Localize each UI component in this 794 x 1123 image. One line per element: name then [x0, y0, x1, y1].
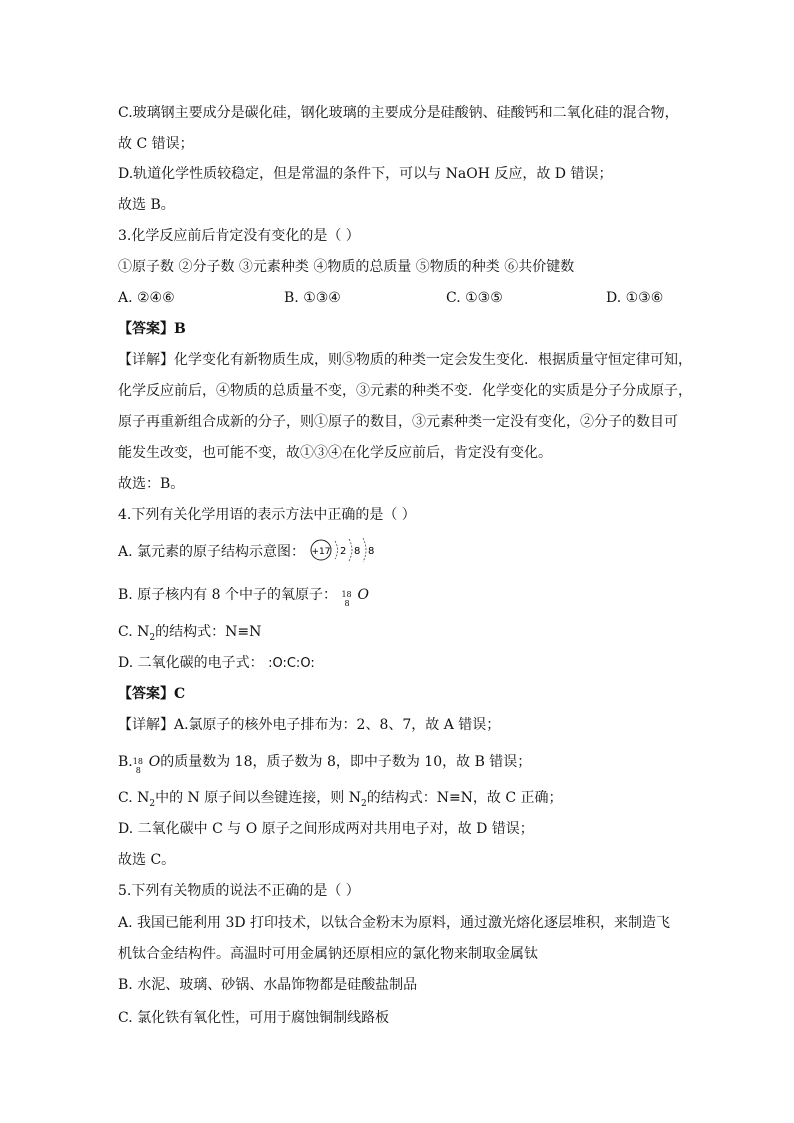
text-line: 故 C 错误； — [118, 136, 194, 152]
text: C. N — [118, 790, 150, 806]
shell-1: 2 — [340, 546, 347, 557]
text-line: 故选 B。 — [118, 197, 175, 213]
mass-number: 18 — [341, 590, 352, 599]
question-5-stem: 5.下列有关物质的说法不正确的是（ ） — [118, 883, 360, 899]
answer-label: 【答案】C — [118, 686, 186, 702]
text: 中的 N 原子间以叁键连接，则 N — [155, 790, 361, 806]
detail-line — [118, 788, 563, 814]
mass-number: 18 — [132, 757, 143, 766]
text: 的质量数为 18，质子数为 8，即中子数为 10，故 B 错误； — [160, 754, 532, 770]
isotope-notation — [341, 585, 357, 608]
subscript: 2 — [360, 798, 367, 809]
option-d: D. ①③⑥ — [606, 290, 664, 306]
electron-formula: :O:C:O: — [268, 656, 315, 671]
detail-line: 能发生改变，也可能不变，故①③④在化学反应前后，肯定没有变化。 — [118, 445, 552, 461]
option-c — [118, 622, 261, 648]
atomic-number: 8 — [135, 766, 141, 775]
option-d — [118, 653, 315, 674]
answer-label: 【答案】B — [118, 321, 186, 337]
subscript: 2 — [149, 798, 156, 809]
option-a-text: A. 氯元素的原子结构示意图： — [118, 544, 306, 560]
option-a-continued: 机钛合金结构件。高温时可用金属钠还原相应的氯化物来制取金属钛 — [118, 946, 538, 962]
subscript: 2 — [149, 632, 156, 643]
choose-line: 故选 C。 — [118, 852, 176, 868]
option-b: B. ①③④ — [284, 290, 341, 306]
option-a: A. ②④⑥ — [118, 290, 175, 306]
question-3-stem: 3.化学反应前后肯定没有变化的是（ ） — [118, 228, 360, 244]
text: 的结构式：N≡N，故 C 正确； — [366, 790, 563, 806]
text-line: D.轨道化学性质较稳定，但是常温的条件下，可以与 NaOH 反应，故 D 错误； — [118, 166, 613, 182]
text: 的结构式：N≡N — [155, 624, 262, 640]
shell-3: 8 — [368, 546, 375, 557]
text: B. — [118, 754, 133, 770]
isotope-notation — [132, 752, 149, 775]
option-d-text: D. 二氧化碳的电子式： — [118, 655, 264, 671]
detail-line: 原子再重新组合成新的分子，则①原子的数目，③元素种类一定没有变化，②分子的数目可 — [118, 414, 678, 430]
option-b — [118, 585, 369, 608]
detail-line: 【详解】A.氯原子的核外电子排布为：2、8、7，故 A 错误； — [118, 717, 501, 733]
question-4-stem: 4.下列有关化学用语的表示方法中正确的是（ ） — [118, 507, 416, 523]
option-a: A. 我国已能利用 3D 打印技术，以钛合金粉末为原料，通过激光熔化逐层堆积，来制造飞 — [118, 915, 671, 931]
detail-line: 化学反应前后，④物质的总质量不变，③元素的种类不变．化学变化的实质是分子分成原子， — [118, 383, 692, 399]
element-symbol: O — [148, 754, 161, 770]
detail-line: 【详解】化学变化有新物质生成，则⑤物质的种类一定会发生变化．根据质量守恒定律可知， — [118, 352, 692, 368]
detail-line — [118, 752, 532, 775]
nucleus-charge: +17 — [311, 547, 331, 557]
detail-line: D. 二氧化碳中 C 与 O 原子之间形成两对共用电子对，故 D 错误； — [118, 821, 534, 837]
element-symbol: O — [357, 587, 369, 603]
option-c: C. 氯化铁有氧化性，可用于腐蚀铜制线路板 — [118, 1010, 390, 1026]
option-b-text: B. 原子核内有 8 个中子的氧原子： — [118, 587, 337, 603]
option-c: C. ①③⑤ — [446, 290, 503, 306]
text: C. N — [118, 624, 150, 640]
option-b: B. 水泥、玻璃、砂锅、水晶饰物都是硅酸盐制品 — [118, 977, 418, 993]
question-3-items: ①原子数 ②分子数 ③元素种类 ④物质的总质量 ⑤物质的种类 ⑥共价键数 — [118, 259, 575, 275]
option-a — [118, 541, 381, 563]
atom-structure-diagram — [309, 537, 381, 563]
shell-2: 8 — [354, 546, 361, 557]
choose-line: 故选：B。 — [118, 476, 185, 492]
atomic-number: 8 — [344, 599, 350, 608]
text-line: C.玻璃钢主要成分是碳化硅，钢化玻璃的主要成分是硅酸钠、硅酸钙和二氧化硅的混合物， — [118, 105, 679, 121]
